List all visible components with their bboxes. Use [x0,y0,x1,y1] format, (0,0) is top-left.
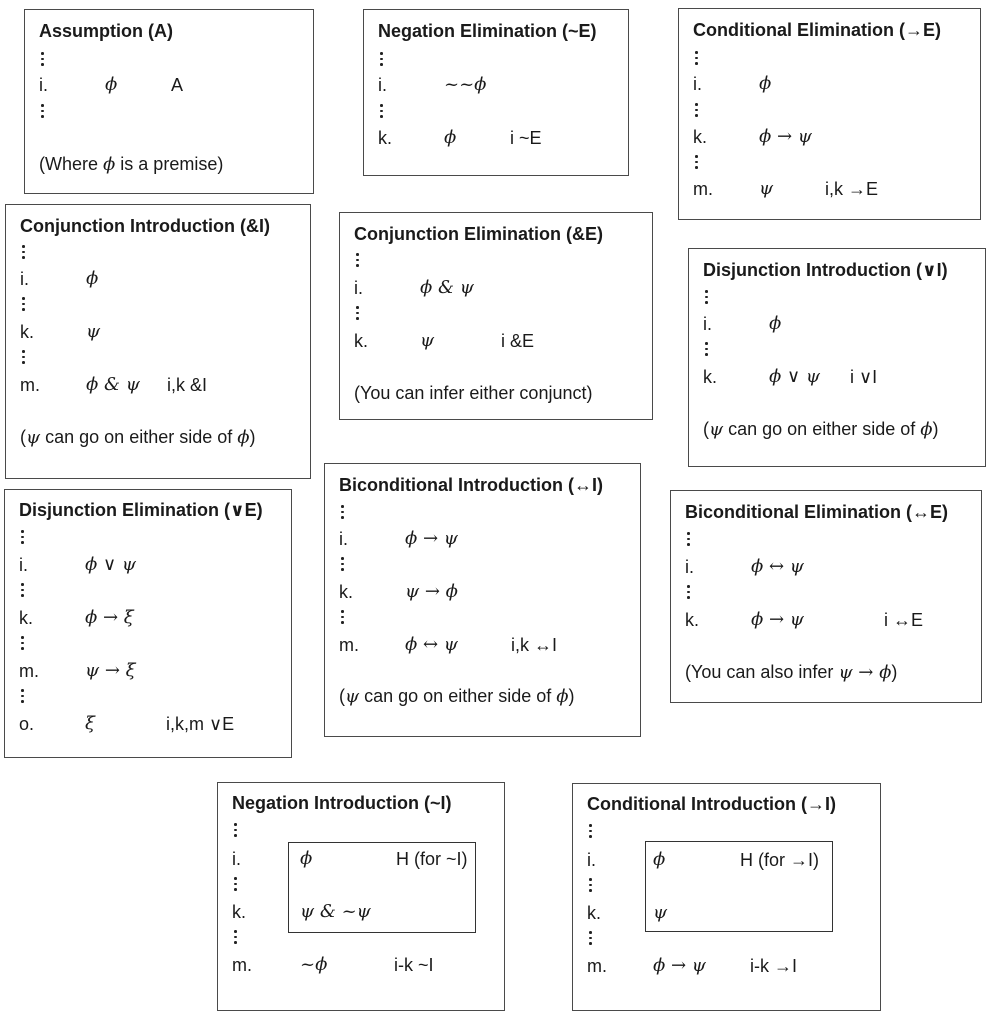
justification: i ↔E [884,610,924,630]
formula: ϕ ↔ ψ [405,634,458,655]
formula: ϕ & ψ [420,277,474,298]
formula: ϕ → ψ [405,528,458,549]
vertical-ellipsis [356,306,360,323]
formula: ϕ [444,127,457,148]
vertical-ellipsis [341,557,345,574]
proof-line [5,711,291,737]
line-number: i. [339,529,348,549]
vertical-ellipsis [21,583,25,600]
rule-title: Conditional Introduction (→I) [587,794,836,814]
formula: ϕ → ξ [85,607,134,628]
vertical-ellipsis [589,931,593,948]
proof-line [6,266,310,292]
rule-box-biconditional-elimination [670,490,982,703]
proof-line [6,372,310,398]
rule-title: Biconditional Elimination (↔E) [685,502,948,522]
justification: i-k ~I [394,955,434,975]
justification: H (for ~I) [396,849,468,869]
vertical-ellipsis [695,103,699,120]
proof-line [573,953,880,979]
formula: ϕ & ψ [86,374,140,395]
formula: ϕ [769,313,782,334]
vertical-ellipsis [21,636,25,653]
formula: ψ & ~ψ [300,901,371,922]
formula: ψ [759,178,774,199]
vertical-ellipsis [687,532,691,549]
formula: ~ϕ [300,954,328,975]
rule-note: (ψ can go on either side of ϕ) [703,419,939,440]
proof-line [573,847,880,873]
justification: i,k &I [167,375,208,395]
line-number: k. [685,610,700,630]
proof-line [340,275,652,301]
line-number: m. [339,635,359,655]
proof-line [689,311,985,337]
proof-line [6,319,310,345]
justification: i,k ↔I [511,635,558,655]
vertical-ellipsis [705,342,709,359]
line-number: m. [19,661,39,681]
vertical-ellipsis [695,51,699,68]
proof-line [689,364,985,390]
vertical-ellipsis [22,245,26,262]
vertical-ellipsis [41,104,45,121]
vertical-ellipsis [22,350,26,367]
line-number: i. [685,557,694,577]
rule-box-conditional-elimination [678,8,981,220]
justification: H (for →I) [740,850,819,870]
line-number: i. [39,75,48,95]
proof-line [340,328,652,354]
proof-line [218,899,504,925]
rule-title: Conjunction Elimination (&E) [354,224,603,244]
vertical-ellipsis [234,930,238,947]
justification: i,k,m ∨E [166,714,235,734]
formula: ψ [653,902,668,923]
rule-title: Disjunction Introduction (∨I) [703,260,948,280]
vertical-ellipsis [380,104,384,121]
rule-box-disjunction-elimination [4,489,292,758]
line-number: m. [20,375,40,395]
vertical-ellipsis [341,610,345,627]
rule-note: (Where ϕ is a premise) [39,154,224,175]
justification: A [171,75,184,95]
rule-title: Negation Introduction (~I) [232,793,452,813]
line-number: m. [587,956,607,976]
line-number: i. [703,314,712,334]
formula: ϕ [300,848,313,869]
justification: i ∨I [850,367,878,387]
vertical-ellipsis [234,823,238,840]
rule-box-disjunction-introduction [688,248,986,467]
line-number: k. [339,582,354,602]
formula: ψ [420,330,435,351]
line-number: i. [20,269,29,289]
rule-box-negation-elimination [363,9,629,176]
proof-line [5,552,291,578]
formula: ψ [86,321,101,342]
proof-line [671,607,981,633]
line-number: i. [232,849,241,869]
formula: ϕ [653,849,666,870]
proof-line [5,658,291,684]
formula: ϕ → ψ [759,126,812,147]
proof-line [25,72,313,98]
justification: i &E [501,331,535,351]
vertical-ellipsis [695,155,699,172]
rule-note: (You can also infer ψ → ϕ) [685,662,898,683]
rule-box-assumption [24,9,314,194]
proof-line [325,632,640,658]
rule-title: Assumption (A) [39,21,173,41]
formula: ψ → ξ [85,660,136,681]
formula: ϕ [86,268,99,289]
rule-title: Biconditional Introduction (↔I) [339,475,603,495]
line-number: i. [587,850,596,870]
line-number: k. [378,128,393,148]
vertical-ellipsis [380,52,384,69]
rule-note: (You can infer either conjunct) [354,383,593,403]
vertical-ellipsis [687,585,691,602]
vertical-ellipsis [21,689,25,706]
proof-line [671,554,981,580]
vertical-ellipsis [705,290,709,307]
proof-line [679,124,980,150]
proof-line [5,605,291,631]
proof-line [364,125,628,151]
formula: ξ [85,713,95,734]
proof-line [679,71,980,97]
line-number: i. [354,278,363,298]
vertical-ellipsis [21,530,25,547]
rule-title: Conjunction Introduction (&I) [20,216,270,236]
formula: ~~ϕ [444,74,487,95]
formula: ϕ → ψ [653,955,706,976]
rule-box-conditional-introduction [572,783,881,1011]
rule-box-biconditional-introduction [324,463,641,737]
line-number: o. [19,714,35,734]
proof-line [364,72,628,98]
formula: ϕ ∨ ψ [85,554,137,575]
line-number: k. [693,127,708,147]
rule-box-negation-introduction [217,782,505,1011]
vertical-ellipsis [356,253,360,270]
proof-line [325,526,640,552]
vertical-ellipsis [589,878,593,895]
proof-line [325,579,640,605]
vertical-ellipsis [589,824,593,841]
line-number: i. [19,555,28,575]
vertical-ellipsis [41,52,45,69]
proof-line [679,176,980,202]
vertical-ellipsis [22,297,26,314]
line-number: k. [19,608,34,628]
line-number: k. [20,322,35,342]
line-number: k. [232,902,247,922]
rule-box-conjunction-elimination [339,212,653,420]
vertical-ellipsis [234,877,238,894]
formula: ϕ [759,73,772,94]
formula: ϕ ∨ ψ [769,366,821,387]
line-number: i. [378,75,387,95]
rule-note: (ψ can go on either side of ϕ) [339,686,575,707]
rule-title: Conditional Elimination (→E) [693,20,941,40]
vertical-ellipsis [341,505,345,522]
proof-line [573,900,880,926]
rule-note: (ψ can go on either side of ϕ) [20,427,256,448]
proof-line [218,846,504,872]
formula: ϕ [105,74,118,95]
formula: ϕ → ψ [751,609,804,630]
formula: ψ → ϕ [405,581,458,602]
justification: i-k →I [750,956,797,976]
proof-line [218,952,504,978]
line-number: k. [354,331,369,351]
rule-box-conjunction-introduction [5,204,311,479]
rule-title: Disjunction Elimination (∨E) [19,500,263,520]
line-number: m. [232,955,252,975]
justification: i ~E [510,128,542,148]
line-number: i. [693,74,702,94]
formula: ϕ ↔ ψ [751,556,804,577]
rule-title: Negation Elimination (~E) [378,21,597,41]
line-number: k. [703,367,718,387]
line-number: m. [693,179,713,199]
line-number: k. [587,903,602,923]
justification: i,k →E [825,179,879,199]
